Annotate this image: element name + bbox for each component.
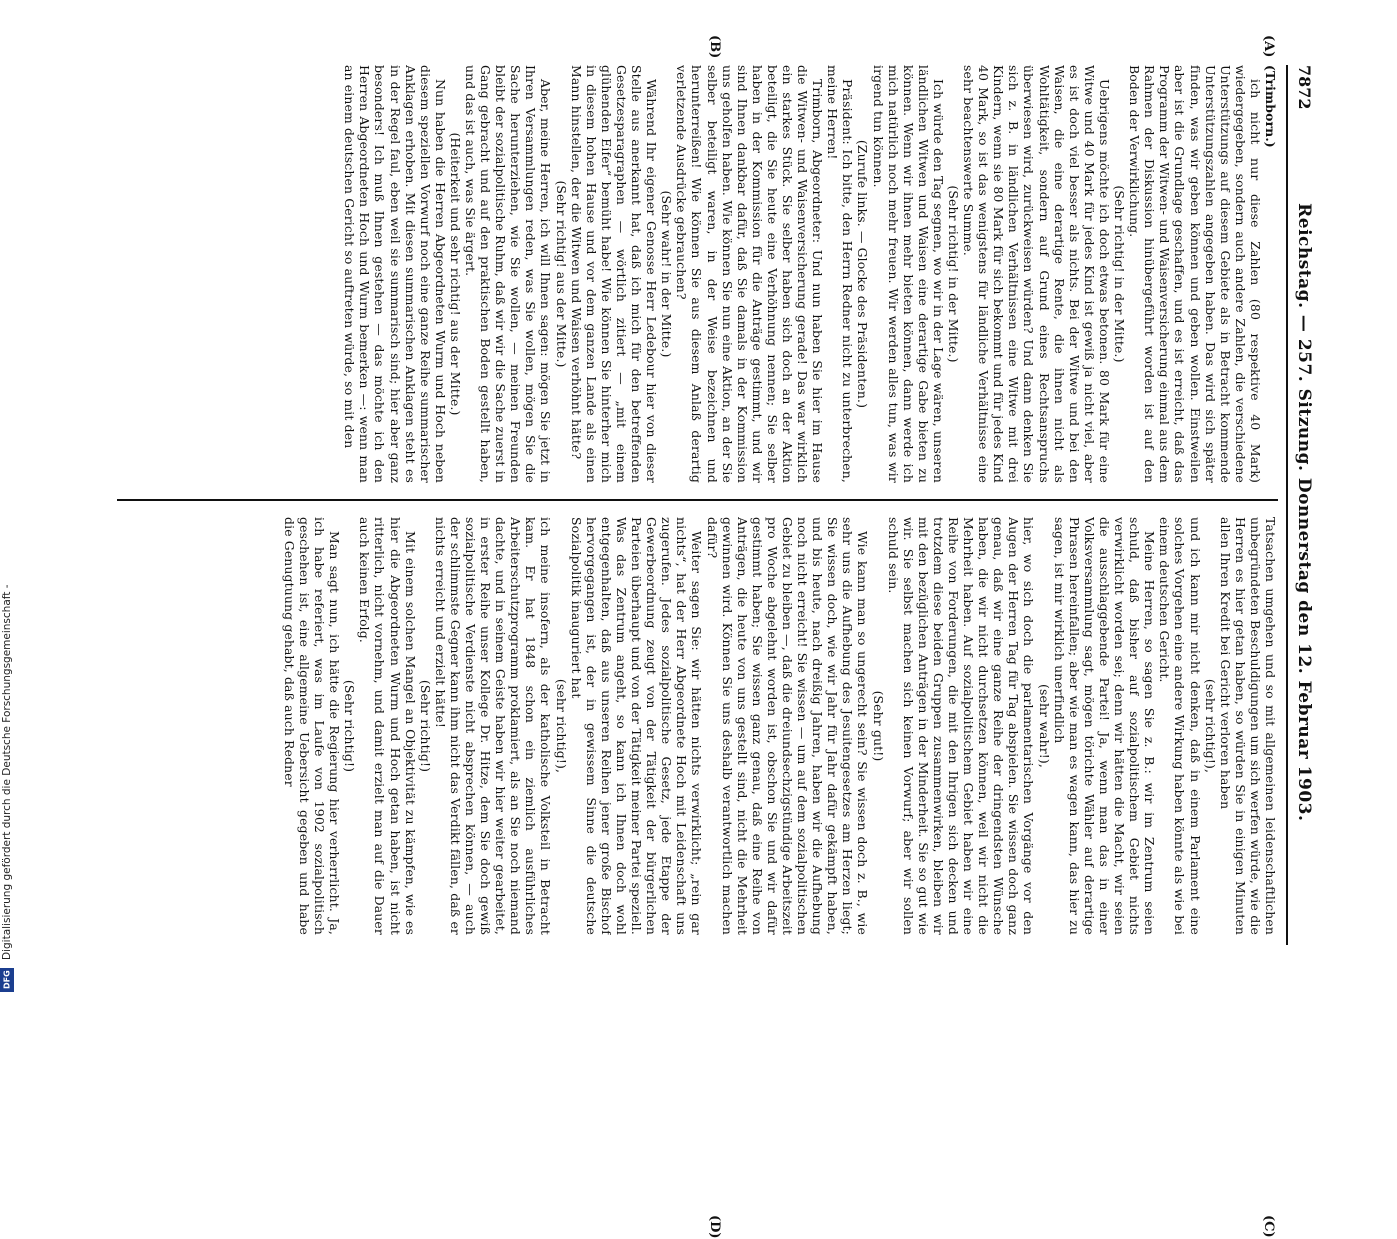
column-divider	[117, 499, 1278, 501]
interjection: (Zurufe links. — Glocke des Präsidenten.)	[855, 139, 871, 409]
document-page	[97, 25, 1322, 1239]
paragraph: Wie kann man so ungerecht sein? Sie wissen doch z. B., wie sehr uns die Aufhebung des Jesuitengesetzes am Herzen liegt; Sie wissen doch, wie wir Jahr für Jahr dafür gekämpft haben, und bis heute, nach dreißig Jahren, haben wir die Aufhebung noch nicht erreicht! Sie wissen — um auf dem sozialpolitischen Gebiet zu bleiben —, daß die dreiundsechzigstündige Arbeitszeit pro Woche abgelehnt worden ist, obschon Sie und wir dafür gestimmt haben; Sie wissen ganz genau, daß eine Reihe von Anträgen, die heute von uns gestellt sind, nicht die Mehrheit gewinnen wird. Können Sie uns deshalb verantwortlich machen dafür?	[704, 517, 871, 935]
interjection: (Sehr richtig! in der Mitte.)	[1112, 185, 1128, 363]
header-rule	[1286, 65, 1288, 945]
left-column	[117, 65, 1278, 483]
paragraph: und ich kann mir nicht denken, daß in einem Parlament eine solches Vorgehen eine andere Wirkung haben könnte als wie bei einem deutschen Gericht.	[1157, 517, 1203, 935]
paragraph: Mit einem solchen Mangel an Objektivität zu kämpfen, wie es hier die Abgeordneten Wurm und Hoch getan haben, ist nicht ritterlich, nicht vornehm, und damit erzielt man auf die Dauer auch keinen Erfolg.	[357, 517, 418, 935]
margin-letter-b: (B)	[707, 35, 722, 59]
page-number: 7872	[1295, 65, 1314, 110]
interjection: (Heiterkeit und sehr richtig! aus der Mitte.)	[447, 132, 463, 416]
paragraph: Während Ihr eigener Genosse Herr Ledebour hier von dieser Stelle aus anerkannt hat, daß ich mich für den betreffenden Gesetzesparagraphen — wörtlich zitiert — „mit einem glühenden Eifer“ bemüht habe! Wie können Sie hinterher mich in diesem hohen Hause und vor dem ganzen Lande als einen Mann hinstellen, der die Witwen und Waisen verhöhnt hätte?	[568, 65, 660, 483]
paragraph: ich meine insofern, als der katholische Volksteil in Betracht kam. Er hat 1848 schon ein ziemlich ausführliches Arbeiterschutzprogramm proklamiert, als an Sie noch niemand dachte, und in seinem Geiste haben wir hier weiter gearbeitet, in erster Reihe unser Kollege Dr. Hitze, dem Sie doch gewiß sozialpolitische Verdienste nicht absprechen können, — auch der schlimmste Gegner kann ihm nicht das Verdikt fällen, daß er nichts erreicht und erzielt hätte!	[432, 517, 554, 935]
interjection: (Sehr wahr! in der Mitte.)	[659, 190, 675, 358]
paragraph: Nun haben die Herren Abgeordneten Wurm und Hoch neben diesem speziellen Vorwurf noch eine ganze Reihe summarischer Anklagen erhoben. Mit diesen summarischen Anklagen steht es in der Regel faul, eben weil sie summarisch sind; hier aber ganz besonders! Ich muß Ihnen gestehen — das möchte ich den Herren Abgeordneten Hoch und Wurm bemerken —: wenn man an einem deutschen Gericht so auftreten würde, so mit den	[342, 65, 448, 483]
paragraph: hier, wo sich doch die parlamentarischen Vorgänge vor den Augen der Herren Tag für Tag abspielen. Sie wissen doch ganz genau, daß wir eine ganze Reihe der dringendsten Wünsche haben, die wir nicht durchsetzen können, weil wir nicht die Mehrheit haben. Auf sozialpolitischem Gebiet haben wir eine Reihe von Forderungen, die mit den Ihrigen sich decken und trotzdem diese beiden Gruppen zusammenwirken, bleiben wir mit den bezüglichen Anträgen in der Minderheit. Sie so gut wie wir. Sie selbst machen sich keinen Vorwurf; aber wir sollen schuld sein.	[885, 517, 1037, 935]
interjection: (Sehr richtig! aus der Mitte.)	[553, 180, 569, 368]
interjection: (sehr richtig!),	[553, 678, 569, 774]
interjection: (Sehr gut!)	[870, 690, 886, 762]
paragraph: Ich würde den Tag segnen, wo wir in der Lage wären, unseren ländlichen Witwen und Waisen eine derartige Gabe bieten zu können. Wenn wir ihnen mehr bieten können, dann werde ich mich natürlich noch mehr freuen. Wir werden alles tun, was wir irgend tun können.	[870, 65, 946, 483]
paragraph: Präsident: Ich bitte, den Herrn Redner nicht zu unterbrechen, meine Herren!	[825, 65, 856, 483]
digitization-note: Digitalisierung gefördert durch die Deutsche Forschungsgemeinschaft -	[1, 584, 13, 960]
paragraph: Aber, meine Herren, ich will Ihnen sagen: mögen Sie jetzt in Ihren Versammlungen reden, was Sie wollen, mögen Sie die Sache herunterziehen, wie Sie wollen, — meinen Freunden bleibt der sozialpolitische Ruhm, daß wir wir die Sache zuerst in Gang gebracht und auf den praktischen Boden gestellt haben, und das ist auch, was Sie ärgert.	[463, 65, 554, 483]
interjection: (Sehr richtig!)	[417, 679, 433, 773]
speaker-label: (Trimborn.)	[1263, 65, 1278, 148]
interjection: (sehr richtig!),	[1202, 678, 1218, 774]
interjection: (Sehr richtig! in der Mitte.)	[946, 185, 962, 363]
paragraph: Tatsachen umgehen und so mit allgemeinen leidenschaftlichen unbegründeten Beschuldigungen um sich werfen würde, wie die Herren es hier getan haben, so würden Sie in einigen Minuten allen Ihren Kredit bei Gericht verloren haben	[1217, 517, 1278, 935]
margin-letter-a: (A)	[1261, 35, 1276, 58]
dfg-logo: DFG	[0, 968, 14, 992]
right-column	[117, 517, 1278, 935]
margin-letter-c: (C)	[1261, 1215, 1276, 1238]
paragraph: ich nicht nur diese Zahlen (80 respektive 40 Mark) wiedergegeben, sondern auch andere Zahlen, die verschiedene Unterstützungs auf diesem Gebiete als in Betracht kommende Unterstützungszahlen angegeben haben. Das wird sich später finden, was wir geben können und geben wollen. Einstweilen aber ist die Grundlage geschaffen, und es ist erreicht, daß das Programm der Witwen- und Waisenversicherung einmal aus dem Rahmen der Diskussion hinübergeführt worden ist auf den Boden der Verwirklichung.	[1127, 65, 1263, 483]
page-header	[1292, 65, 1314, 945]
interjection: (sehr wahr!),	[1036, 684, 1052, 768]
paragraph: Meine Herren, so sagen Sie z. B.: wir im Zentrum seien schuld, daß bisher auf sozialpolitischem Gebiet nichts verwirklicht worden sei; denn wir hätten die Macht, wir seien die ausschlaggebende Partei! Ja, wenn man das in einer Volksversammlung sagt, mögen törichte Wähler auf derartige Phrasen hereinfallen; aber wie man es wagen kann, das hier zu sagen, ist mir wirklich unerfindlich	[1051, 517, 1158, 935]
margin-letter-d: (D)	[707, 1215, 722, 1239]
running-title: Reichstag. — 257. Sitzung. Donnerstag den 12. Februar 1903.	[1294, 203, 1314, 822]
interjection: (Sehr richtig!)	[342, 679, 358, 773]
paragraph: Weiter sagen Sie: wir hätten nichts verwirklicht; „rein gar nichts“, hat der Herr Abgeordnete Hoch mit Leidenschaft uns zugerufen. Jedes sozialpolitische Gesetz, jede Etappe der Gewerbeordnung zeugt von der Tätigkeit der bürgerlichen Parteien überhaupt und von der Tätigkeit meiner Partei speziell. Was das Zentrum angeht, so kann ich Ihnen doch wohl entgegenhalten, daß aus unseren Reihen jener große Bischof hervorgegangen ist, der in gewissem Sinne die deutsche Sozialpolitik inauguriert hat	[568, 517, 705, 935]
paragraph: Uebrigens möchte ich doch etwas betonen. 80 Mark für eine Witwe und 40 Mark für jedes Kind ist gewiß ja nicht viel, aber es ist doch viel besser als nichts. Bei der Witwe und bei den Waisen, die eine derartige Rente, die ihnen nicht als Wohltätigkeit, sondern auf Grund eines Rechtsanspruchs überwiesen wird, zurückweisen würden? Und dann denken Sie sich z. B. in ländlichen Verhältnissen eine Witwe mit drei Kindern, wenn sie 80 Mark für sich bekommt und für jedes Kind 40 Mark, so ist das wenigstens für ländliche Verhältnisse eine sehr beachtenswerte Summe.	[961, 65, 1112, 483]
paragraph: Man sagt nun, ich hätte die Regierung hier verherrlicht. Ja, ich habe referiert, was im Laufe von 1902 sozialpolitisch geschehen ist, eine allgemeine Uebersicht gegeben und habe die Genugtuung gehabt, daß auch Redner	[281, 517, 343, 935]
paragraph: Trimborn, Abgeordneter: Und nun haben Sie hier im Hause die Witwen- und Waisenversicherung gerade! Das war wirklich ein starkes Stück. Sie selber haben sich doch an der Aktion beteiligt, die Sie heute eine Verhöhnung nennen; Sie selber haben in der Kommission für die Anträge gestimmt, und wir sind Ihnen dankbar dafür, daß Sie damals in der Kommission uns geholfen haben. Wie können Sie nun eine Aktion, an der Sie selber beteiligt waren, in der Weise bezeichnen und herunterreißen! Wie können Sie aus diesem Anlaß derartig verletzende Ausdrücke gebrauchen?	[674, 65, 826, 483]
